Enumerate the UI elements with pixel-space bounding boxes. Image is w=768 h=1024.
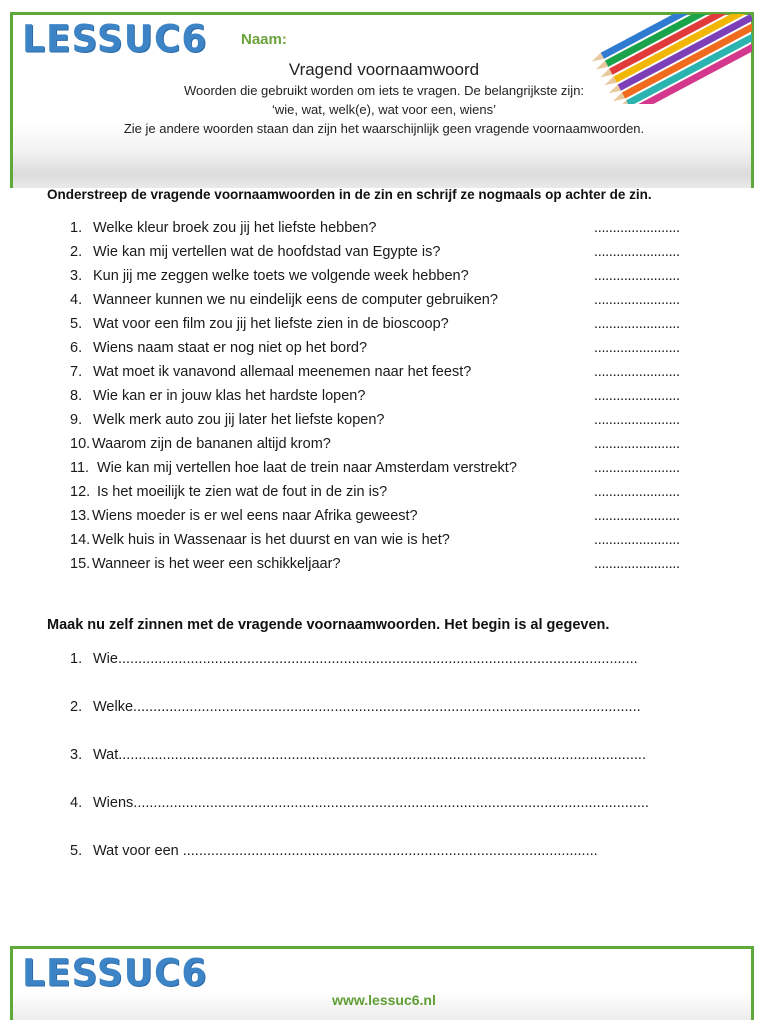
question-text: Wat moet ik vanavond allemaal meenemen naar het feest?: [93, 364, 472, 380]
question-row: [70, 508, 710, 530]
question-row: [70, 268, 710, 290]
answer-line[interactable]: .......................: [594, 244, 680, 260]
question-text: Wie kan mij vertellen wat de hoofdstad van Egypte is?: [93, 244, 441, 260]
question-text: Wiens moeder is er wel eens naar Afrika geweest?: [92, 508, 418, 524]
sentence-start[interactable]: Wat voor een .......................................................................................................: [93, 843, 598, 859]
question-number: 1.: [70, 220, 83, 236]
sentence-row[interactable]: [70, 747, 690, 769]
sentence-number: 1.: [70, 651, 83, 667]
sentence-number: 3.: [70, 747, 83, 763]
question-text: Waarom zijn de bananen altijd krom?: [92, 436, 331, 452]
question-row: [70, 340, 710, 362]
intro-line-2: ‘wie, wat, welk(e), wat voor een, wiens’: [272, 102, 496, 117]
question-number: 13.: [70, 508, 91, 524]
question-number: 15.: [70, 556, 91, 572]
answer-line[interactable]: .......................: [594, 556, 680, 572]
answer-line[interactable]: .......................: [594, 460, 680, 476]
question-number: 6.: [70, 340, 83, 356]
answer-line[interactable]: .......................: [594, 292, 680, 308]
naam-label: Naam:: [241, 31, 287, 48]
question-row: [70, 556, 710, 578]
question-row: [70, 436, 710, 458]
sentence-start[interactable]: Welke..............................................................................................................................: [93, 699, 641, 715]
sentence-number: 5.: [70, 843, 83, 859]
question-row: [70, 364, 710, 386]
exercise1-instruction: Onderstreep de vragende voornaamwoorden in de zin en schrijf ze nogmaals op achter de zin.: [47, 187, 652, 202]
question-number: 11.: [70, 460, 90, 476]
question-number: 5.: [70, 316, 83, 332]
answer-line[interactable]: .......................: [594, 364, 680, 380]
question-number: 3.: [70, 268, 83, 284]
sentence-row[interactable]: [70, 651, 690, 673]
question-text: Welk merk auto zou jij later het liefste kopen?: [93, 412, 385, 428]
question-row: [70, 484, 710, 506]
question-number: 4.: [70, 292, 83, 308]
question-row: [70, 460, 710, 482]
answer-line[interactable]: .......................: [594, 532, 680, 548]
question-row: [70, 220, 710, 242]
footer-url[interactable]: www.lessuc6.nl: [332, 992, 436, 1008]
footer-logo: LESSUC6: [22, 951, 208, 995]
question-number: 10.: [70, 436, 91, 452]
question-text: Wiens naam staat er nog niet op het bord?: [93, 340, 368, 356]
question-number: 8.: [70, 388, 83, 404]
answer-line[interactable]: .......................: [594, 268, 680, 284]
sentence-number: 2.: [70, 699, 83, 715]
sentence-row[interactable]: [70, 795, 690, 817]
answer-line[interactable]: .......................: [594, 412, 680, 428]
question-row: [70, 532, 710, 554]
exercise2-instruction: Maak nu zelf zinnen met de vragende voornaamwoorden. Het begin is al gegeven.: [47, 617, 610, 633]
intro-line-3: Zie je andere woorden staan dan zijn het waarschijnlijk geen vragende voornaamwoorden.: [123, 121, 645, 136]
sentence-row[interactable]: [70, 699, 690, 721]
question-text: Is het moeilijk te zien wat de fout in de zin is?: [97, 484, 388, 500]
question-number: 7.: [70, 364, 83, 380]
question-number: 12.: [70, 484, 91, 500]
sentence-start[interactable]: Wiens................................................................................................................................: [93, 795, 649, 811]
sentence-start[interactable]: Wat...................................................................................................................................: [93, 747, 646, 763]
question-text: Wanneer is het weer een schikkeljaar?: [92, 556, 341, 572]
question-row: [70, 412, 710, 434]
answer-line[interactable]: .......................: [594, 436, 680, 452]
answer-line[interactable]: .......................: [594, 316, 680, 332]
question-text: Welke kleur broek zou jij het liefste hebben?: [93, 220, 377, 236]
question-row: [70, 316, 710, 338]
answer-line[interactable]: .......................: [594, 220, 680, 236]
question-text: Wat voor een film zou jij het liefste zien in de bioscoop?: [93, 316, 449, 332]
question-text: Wie kan mij vertellen hoe laat de trein naar Amsterdam verstrekt?: [97, 460, 517, 476]
answer-line[interactable]: .......................: [594, 484, 680, 500]
question-text: Welk huis in Wassenaar is het duurst en van wie is het?: [92, 532, 450, 548]
sentence-number: 4.: [70, 795, 83, 811]
question-text: Wie kan er in jouw klas het hardste lopen?: [93, 388, 366, 404]
intro-line-1: Woorden die gebruikt worden om iets te vragen. De belangrijkste zijn:: [183, 83, 585, 98]
question-row: [70, 244, 710, 266]
answer-line[interactable]: .......................: [594, 388, 680, 404]
question-number: 9.: [70, 412, 83, 428]
question-number: 2.: [70, 244, 83, 260]
question-row: [70, 388, 710, 410]
question-text: Wanneer kunnen we nu eindelijk eens de computer gebruiken?: [93, 292, 498, 308]
sentence-row[interactable]: [70, 843, 690, 865]
page-title: Vragend voornaamwoord: [288, 60, 480, 79]
question-text: Kun jij me zeggen welke toets we volgende week hebben?: [93, 268, 469, 284]
question-number: 14.: [70, 532, 91, 548]
answer-line[interactable]: .......................: [594, 340, 680, 356]
sentence-start[interactable]: Wie.................................................................................................................................: [93, 651, 638, 667]
logo: LESSUC6: [22, 17, 208, 61]
question-row: [70, 292, 710, 314]
answer-line[interactable]: .......................: [594, 508, 680, 524]
